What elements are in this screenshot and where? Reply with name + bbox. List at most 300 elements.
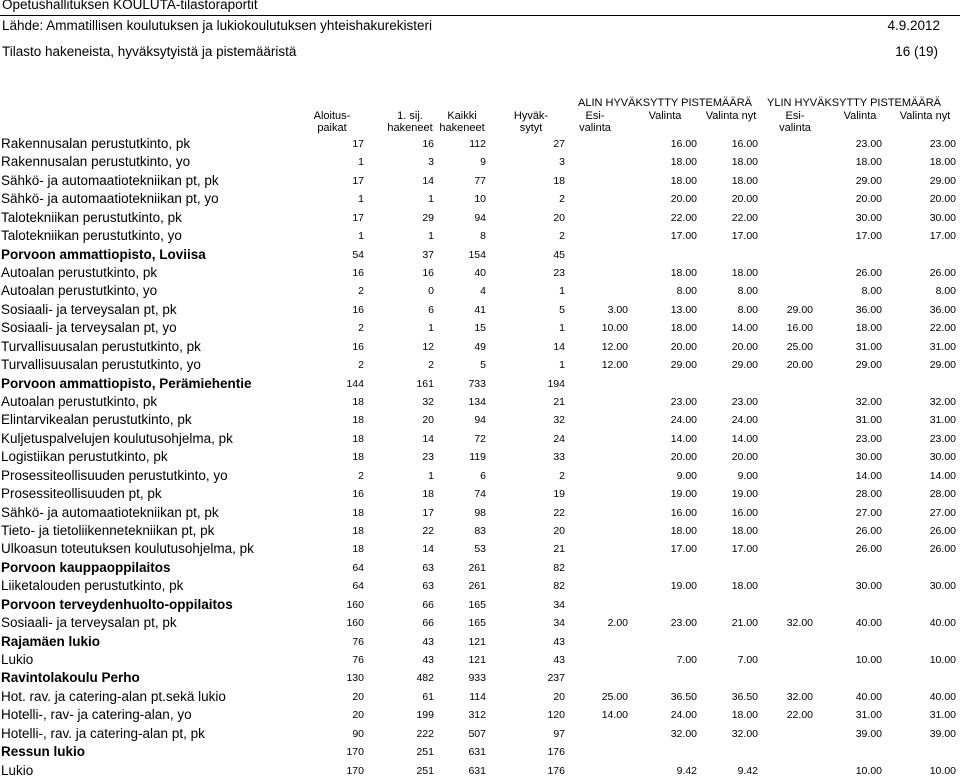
cell-value: 54 bbox=[352, 248, 364, 261]
cell-value: 76 bbox=[352, 635, 364, 648]
cell-value: 14 bbox=[422, 543, 434, 556]
cell-value: 61 bbox=[422, 690, 434, 703]
cell-value: 32.00 bbox=[786, 617, 813, 630]
cell-value: 29 bbox=[422, 211, 434, 224]
cell-value: 114 bbox=[469, 690, 486, 703]
column-header-line: Esi- bbox=[585, 110, 605, 122]
cell-value: 14 bbox=[422, 174, 434, 187]
cell-value: 20.00 bbox=[731, 340, 758, 353]
cell-value: 5 bbox=[559, 303, 565, 316]
table-row bbox=[0, 172, 960, 190]
cell-value: 94 bbox=[474, 414, 486, 427]
cell-value: 29.00 bbox=[929, 174, 956, 187]
cell-value: 16 bbox=[352, 340, 364, 353]
cell-value: 20.00 bbox=[855, 193, 882, 206]
cell-value: 119 bbox=[469, 451, 486, 464]
table-row bbox=[0, 522, 960, 540]
row-label: Turvallisuusalan perustutkinto, yo bbox=[1, 357, 201, 373]
cell-value: 8.00 bbox=[861, 285, 882, 298]
cell-value: 31.00 bbox=[929, 709, 956, 722]
cell-value: 22.00 bbox=[670, 211, 697, 224]
cell-value: 27 bbox=[553, 138, 565, 150]
cell-value: 32.00 bbox=[929, 396, 956, 409]
row-label: Autoalan perustutkinto, pk bbox=[1, 394, 158, 410]
cell-value: 1 bbox=[559, 359, 565, 372]
column-header bbox=[825, 110, 895, 122]
cell-value: 20.00 bbox=[731, 193, 758, 206]
cell-value: 43 bbox=[422, 654, 434, 667]
table-row bbox=[0, 430, 960, 448]
cell-value: 507 bbox=[468, 727, 486, 740]
cell-value: 4 bbox=[480, 285, 486, 298]
cell-value: 199 bbox=[416, 709, 434, 722]
cell-value: 66 bbox=[422, 598, 434, 611]
row-label: Hotelli-, rav. ja catering-alan pt, pk bbox=[1, 725, 205, 741]
column-header-line: valinta bbox=[779, 122, 811, 134]
cell-value: 14.00 bbox=[670, 432, 697, 445]
row-label: Rajamäen lukio bbox=[1, 633, 101, 649]
column-header-line: Valinta bbox=[843, 110, 877, 122]
cell-value: 194 bbox=[547, 377, 565, 390]
cell-value: 144 bbox=[346, 377, 364, 390]
cell-value: 64 bbox=[352, 580, 364, 593]
row-label: Hotelli-, rav- ja catering-alan, yo bbox=[1, 707, 192, 723]
cell-value: 10.00 bbox=[929, 654, 956, 667]
cell-value: 32.00 bbox=[670, 727, 697, 740]
cell-value: 8.00 bbox=[737, 303, 758, 316]
cell-value: 98 bbox=[474, 506, 486, 519]
table-row bbox=[0, 504, 960, 522]
cell-value: 134 bbox=[468, 396, 486, 409]
table-row bbox=[0, 614, 960, 632]
institution-row bbox=[0, 246, 960, 264]
report-title: Tilasto hakeneista, hyväksytyistä ja pistemääristä bbox=[2, 44, 297, 59]
cell-value: 39.00 bbox=[855, 727, 882, 740]
cell-value: 26.00 bbox=[929, 525, 956, 538]
cell-value: 30.00 bbox=[855, 211, 882, 224]
row-label: Turvallisuusalan perustutkinto, pk bbox=[1, 338, 201, 354]
cell-value: 18.00 bbox=[731, 525, 758, 538]
row-label: Porvoon ammattiopisto, Loviisa bbox=[1, 246, 206, 262]
cell-value: 16 bbox=[422, 138, 434, 150]
column-header-line: Valinta bbox=[648, 110, 682, 122]
cell-value: 30.00 bbox=[855, 451, 882, 464]
cell-value: 16.00 bbox=[786, 322, 813, 335]
cell-value: 28.00 bbox=[855, 488, 882, 501]
cell-value: 2 bbox=[559, 193, 565, 206]
table-row bbox=[0, 264, 960, 282]
cell-value: 49 bbox=[474, 340, 486, 353]
table-row bbox=[0, 577, 960, 595]
column-header-line: Kaikki bbox=[447, 110, 477, 122]
cell-value: 26.00 bbox=[929, 543, 956, 556]
cell-value: 29.00 bbox=[786, 303, 813, 316]
cell-value: 1 bbox=[358, 193, 364, 206]
row-label: Ressun lukio bbox=[1, 744, 86, 760]
cell-value: 12.00 bbox=[601, 340, 628, 353]
row-label: Rakennusalan perustutkinto, pk bbox=[1, 136, 191, 151]
cell-value: 261 bbox=[468, 580, 486, 593]
cell-value: 261 bbox=[468, 561, 486, 574]
column-header bbox=[560, 110, 630, 134]
cell-value: 17.00 bbox=[855, 230, 882, 243]
cell-value: 20 bbox=[352, 690, 364, 703]
report-date: 4.9.2012 bbox=[887, 18, 940, 33]
cell-value: 29.00 bbox=[855, 359, 882, 372]
cell-value: 20.00 bbox=[929, 193, 956, 206]
cell-value: 23.00 bbox=[929, 138, 956, 150]
cell-value: 32 bbox=[553, 414, 565, 427]
cell-value: 24.00 bbox=[670, 414, 697, 427]
cell-value: 90 bbox=[352, 727, 364, 740]
column-header-line: 1. sij. bbox=[397, 110, 423, 122]
cell-value: 18.00 bbox=[670, 174, 697, 187]
cell-value: 30.00 bbox=[929, 580, 956, 593]
cell-value: 22 bbox=[422, 525, 434, 538]
cell-value: 23.00 bbox=[670, 617, 697, 630]
row-label: Talotekniikan perustutkinto, yo bbox=[1, 228, 182, 244]
cell-value: 21.00 bbox=[731, 617, 758, 630]
cell-value: 16 bbox=[352, 267, 364, 279]
cell-value: 21 bbox=[553, 396, 565, 409]
cell-value: 170 bbox=[346, 764, 364, 777]
cell-value: 2 bbox=[428, 359, 434, 372]
cell-value: 18 bbox=[352, 432, 364, 445]
cell-value: 32.00 bbox=[786, 690, 813, 703]
cell-value: 18.00 bbox=[670, 322, 697, 335]
cell-value: 10 bbox=[474, 193, 486, 206]
table-row bbox=[0, 338, 960, 356]
cell-value: 40.00 bbox=[855, 617, 882, 630]
cell-value: 36.00 bbox=[855, 303, 882, 316]
table-row bbox=[0, 485, 960, 503]
cell-value: 24.00 bbox=[731, 414, 758, 427]
cell-value: 3 bbox=[428, 156, 434, 169]
cell-value: 43 bbox=[553, 635, 565, 648]
cell-value: 18.00 bbox=[731, 580, 758, 593]
row-label: Prosessiteollisuuden pt, pk bbox=[1, 486, 162, 502]
cell-value: 27.00 bbox=[929, 506, 956, 519]
cell-value: 15 bbox=[474, 322, 486, 335]
row-label: Sähkö- ja automaatiotekniikan pt, yo bbox=[1, 191, 219, 207]
cell-value: 17.00 bbox=[670, 543, 697, 556]
cell-value: 32.00 bbox=[855, 396, 882, 409]
cell-value: 165 bbox=[468, 617, 486, 630]
cell-value: 26.00 bbox=[855, 267, 882, 279]
table-row bbox=[0, 135, 960, 153]
cell-value: 6 bbox=[480, 469, 486, 482]
cell-value: 31.00 bbox=[855, 709, 882, 722]
column-header bbox=[427, 110, 497, 134]
cell-value: 2 bbox=[358, 469, 364, 482]
row-label: Autoalan perustutkinto, yo bbox=[1, 283, 158, 299]
cell-value: 97 bbox=[553, 727, 565, 740]
cell-value: 22 bbox=[553, 506, 565, 519]
cell-value: 14.00 bbox=[601, 709, 628, 722]
cell-value: 2 bbox=[358, 285, 364, 298]
cell-value: 17.00 bbox=[731, 230, 758, 243]
cell-value: 933 bbox=[468, 672, 486, 685]
cell-value: 18.00 bbox=[855, 156, 882, 169]
cell-value: 14 bbox=[422, 432, 434, 445]
cell-value: 30.00 bbox=[929, 211, 956, 224]
table-row bbox=[0, 706, 960, 724]
cell-value: 121 bbox=[468, 654, 486, 667]
cell-value: 18.00 bbox=[731, 156, 758, 169]
cell-value: 6 bbox=[428, 303, 434, 316]
cell-value: 27.00 bbox=[855, 506, 882, 519]
cell-value: 17 bbox=[352, 174, 364, 187]
table-row bbox=[0, 282, 960, 300]
cell-value: 7.00 bbox=[676, 654, 697, 667]
institution-row bbox=[0, 669, 960, 687]
cell-value: 82 bbox=[553, 561, 565, 574]
cell-value: 16.00 bbox=[731, 506, 758, 519]
cell-value: 37 bbox=[422, 248, 434, 261]
cell-value: 19.00 bbox=[670, 580, 697, 593]
cell-value: 17 bbox=[422, 506, 434, 519]
institution-row bbox=[0, 596, 960, 614]
cell-value: 1 bbox=[428, 322, 434, 335]
cell-value: 10.00 bbox=[929, 764, 956, 777]
cell-value: 40.00 bbox=[855, 690, 882, 703]
row-label: Lukio bbox=[1, 762, 34, 778]
cell-value: 23.00 bbox=[855, 432, 882, 445]
cell-value: 20.00 bbox=[731, 451, 758, 464]
cell-value: 1 bbox=[358, 230, 364, 243]
cell-value: 18 bbox=[352, 451, 364, 464]
column-header-line: valinta bbox=[579, 122, 611, 134]
row-label: Kuljetuspalvelujen koulutusohjelma, pk bbox=[1, 430, 233, 446]
cell-value: 20 bbox=[422, 414, 434, 427]
cell-value: 3.00 bbox=[607, 303, 628, 316]
cell-value: 17 bbox=[352, 138, 364, 150]
cell-value: 63 bbox=[422, 561, 434, 574]
cell-value: 17.00 bbox=[731, 543, 758, 556]
row-label: Autoalan perustutkinto, pk bbox=[1, 265, 158, 280]
cell-value: 16 bbox=[352, 488, 364, 501]
cell-value: 16.00 bbox=[670, 506, 697, 519]
cell-value: 20.00 bbox=[786, 359, 813, 372]
table-row bbox=[0, 540, 960, 558]
cell-value: 83 bbox=[474, 525, 486, 538]
cell-value: 40 bbox=[474, 267, 486, 279]
cell-value: 23.00 bbox=[929, 432, 956, 445]
cell-value: 9.42 bbox=[676, 764, 697, 777]
row-label: Logistiikan perustutkinto, pk bbox=[1, 449, 168, 465]
cell-value: 17.00 bbox=[670, 230, 697, 243]
cell-value: 9 bbox=[480, 156, 486, 169]
column-header-line: hakeneet bbox=[439, 122, 485, 134]
row-label: Elintarvikealan perustutkinto, pk bbox=[1, 412, 192, 428]
cell-value: 16.00 bbox=[731, 138, 758, 150]
column-header-line: Valinta nyt bbox=[899, 110, 951, 122]
row-label: Tieto- ja tietoliikennetekniikan pt, pk bbox=[1, 523, 215, 539]
cell-value: 482 bbox=[416, 672, 434, 685]
cell-value: 76 bbox=[352, 654, 364, 667]
cell-value: 41 bbox=[474, 303, 486, 316]
cell-value: 31.00 bbox=[929, 340, 956, 353]
cell-value: 29.00 bbox=[855, 174, 882, 187]
table-row bbox=[0, 762, 960, 780]
cell-value: 18 bbox=[422, 488, 434, 501]
cell-value: 13.00 bbox=[670, 303, 697, 316]
row-label: Sosiaali- ja terveysalan pt, yo bbox=[1, 320, 177, 336]
cell-value: 222 bbox=[416, 727, 434, 740]
group-header-min: ALIN HYVÄKSYTTY PISTEMÄÄRÄ bbox=[578, 97, 753, 109]
table-row bbox=[0, 227, 960, 245]
cell-value: 1 bbox=[358, 156, 364, 169]
cell-value: 29.00 bbox=[731, 359, 758, 372]
table-row bbox=[0, 688, 960, 706]
cell-value: 14 bbox=[553, 340, 565, 353]
cell-value: 18 bbox=[352, 414, 364, 427]
column-header-line: Aloitus- bbox=[313, 110, 351, 122]
cell-value: 20 bbox=[553, 525, 565, 538]
cell-value: 12 bbox=[422, 340, 434, 353]
cell-value: 28.00 bbox=[929, 488, 956, 501]
cell-value: 32.00 bbox=[731, 727, 758, 740]
cell-value: 29.00 bbox=[670, 359, 697, 372]
row-label: Liiketalouden perustutkinto, pk bbox=[1, 578, 184, 594]
cell-value: 112 bbox=[469, 138, 486, 150]
cell-value: 130 bbox=[346, 672, 364, 685]
cell-value: 18.00 bbox=[670, 267, 697, 279]
cell-value: 18 bbox=[352, 543, 364, 556]
cell-value: 72 bbox=[474, 432, 486, 445]
group-header-max: YLIN HYVÄKSYTTY PISTEMÄÄRÄ bbox=[766, 97, 941, 109]
cell-value: 17 bbox=[352, 211, 364, 224]
cell-value: 631 bbox=[468, 764, 486, 777]
cell-value: 66 bbox=[422, 617, 434, 630]
column-header bbox=[297, 110, 367, 134]
cell-value: 9.00 bbox=[737, 469, 758, 482]
cell-value: 18 bbox=[352, 506, 364, 519]
institution-row bbox=[0, 559, 960, 577]
table-row bbox=[0, 651, 960, 669]
cell-value: 18 bbox=[352, 525, 364, 538]
cell-value: 161 bbox=[416, 377, 434, 390]
row-label: Sähkö- ja automaatiotekniikan pt, pk bbox=[1, 172, 219, 188]
cell-value: 631 bbox=[468, 746, 486, 759]
cell-value: 29.00 bbox=[929, 359, 956, 372]
cell-value: 14.00 bbox=[731, 432, 758, 445]
column-header-line: Hyväk- bbox=[513, 110, 549, 122]
cell-value: 176 bbox=[547, 764, 565, 777]
cell-value: 10.00 bbox=[855, 654, 882, 667]
cell-value: 251 bbox=[416, 746, 434, 759]
cell-value: 63 bbox=[422, 580, 434, 593]
column-header-line: Valinta nyt bbox=[705, 110, 757, 122]
cell-value: 120 bbox=[547, 709, 565, 722]
cell-value: 34 bbox=[553, 617, 565, 630]
cell-value: 8.00 bbox=[737, 285, 758, 298]
cell-value: 82 bbox=[553, 580, 565, 593]
cell-value: 21 bbox=[553, 543, 565, 556]
cell-value: 18.00 bbox=[855, 322, 882, 335]
table-row bbox=[0, 725, 960, 743]
table-row bbox=[0, 467, 960, 485]
cell-value: 2 bbox=[358, 322, 364, 335]
cell-value: 22.00 bbox=[731, 211, 758, 224]
cell-value: 36.50 bbox=[731, 690, 758, 703]
cell-value: 40.00 bbox=[929, 690, 956, 703]
cell-value: 121 bbox=[468, 635, 486, 648]
cell-value: 23.00 bbox=[855, 138, 882, 150]
cell-value: 32 bbox=[422, 396, 434, 409]
cell-value: 23.00 bbox=[731, 396, 758, 409]
row-label: Porvoon ammattiopisto, Perämiehentie bbox=[1, 375, 252, 391]
cell-value: 36.00 bbox=[929, 303, 956, 316]
cell-value: 1 bbox=[428, 230, 434, 243]
row-label: Hot. rav. ja catering-alan pt.sekä lukio bbox=[1, 688, 226, 704]
cell-value: 160 bbox=[346, 598, 364, 611]
table-row bbox=[0, 153, 960, 171]
cell-value: 39.00 bbox=[929, 727, 956, 740]
page-number: 16 (19) bbox=[895, 44, 938, 59]
cell-value: 30.00 bbox=[929, 451, 956, 464]
institution-row bbox=[0, 375, 960, 393]
cell-value: 25.00 bbox=[601, 690, 628, 703]
cell-value: 170 bbox=[346, 746, 364, 759]
divider bbox=[0, 15, 960, 16]
cell-value: 20.00 bbox=[670, 451, 697, 464]
cell-value: 165 bbox=[468, 598, 486, 611]
report-series-title: Opetushallituksen KOULUTA-tilastoraportit bbox=[2, 0, 258, 12]
cell-value: 31.00 bbox=[929, 414, 956, 427]
cell-value: 26.00 bbox=[929, 267, 956, 279]
cell-value: 10.00 bbox=[601, 322, 628, 335]
cell-value: 20 bbox=[352, 709, 364, 722]
cell-value: 18.00 bbox=[929, 156, 956, 169]
cell-value: 2 bbox=[559, 230, 565, 243]
cell-value: 25.00 bbox=[786, 340, 813, 353]
cell-value: 2 bbox=[559, 469, 565, 482]
cell-value: 18.00 bbox=[670, 156, 697, 169]
cell-value: 64 bbox=[352, 561, 364, 574]
row-label: Ravintolakoulu Perho bbox=[1, 670, 140, 686]
cell-value: 251 bbox=[416, 764, 434, 777]
column-header bbox=[890, 110, 960, 122]
cell-value: 77 bbox=[474, 174, 486, 187]
cell-value: 31.00 bbox=[855, 340, 882, 353]
cell-value: 1 bbox=[428, 193, 434, 206]
cell-value: 18 bbox=[352, 396, 364, 409]
cell-value: 9.00 bbox=[676, 469, 697, 482]
data-source: Lähde: Ammatillisen koulutuksen ja lukiokoulutuksen yhteishakurekisteri bbox=[2, 18, 432, 33]
cell-value: 1 bbox=[559, 285, 565, 298]
cell-value: 22.00 bbox=[786, 709, 813, 722]
row-label: Prosessiteollisuuden perustutkinto, yo bbox=[1, 467, 228, 483]
cell-value: 3 bbox=[559, 156, 565, 169]
cell-value: 19 bbox=[553, 488, 565, 501]
row-label: Rakennusalan perustutkinto, yo bbox=[1, 154, 191, 170]
cell-value: 1 bbox=[428, 469, 434, 482]
column-header-line: sytyt bbox=[519, 122, 543, 134]
cell-value: 74 bbox=[474, 488, 486, 501]
row-label: Sosiaali- ja terveysalan pt, pk bbox=[1, 615, 177, 631]
row-label: Sähkö- ja automaatiotekniikan pt, pk bbox=[1, 504, 219, 520]
institution-row bbox=[0, 743, 960, 761]
cell-value: 23 bbox=[553, 267, 565, 279]
cell-value: 36.50 bbox=[670, 690, 697, 703]
cell-value: 5 bbox=[480, 359, 486, 372]
cell-value: 18.00 bbox=[670, 525, 697, 538]
cell-value: 94 bbox=[474, 211, 486, 224]
column-header bbox=[496, 110, 566, 134]
institution-row bbox=[0, 633, 960, 651]
table-row bbox=[0, 209, 960, 227]
